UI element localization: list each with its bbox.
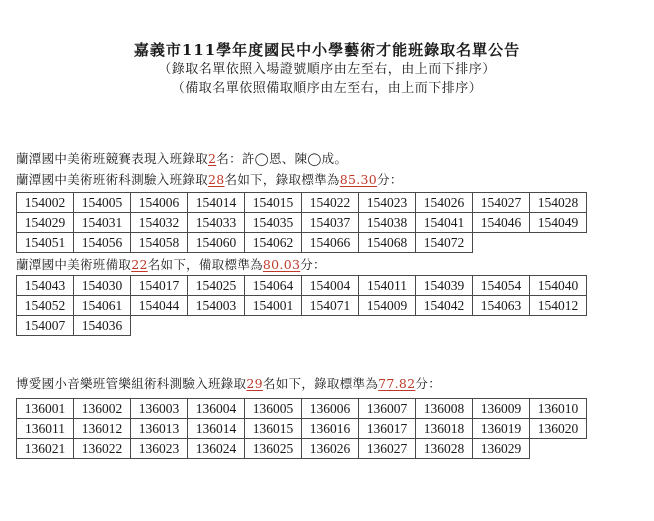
id-cell: 154023 bbox=[359, 193, 416, 213]
id-cell: 136002 bbox=[74, 399, 131, 419]
id-cell: 154060 bbox=[188, 233, 245, 253]
lantan-admitted-table bbox=[16, 192, 587, 253]
table-row bbox=[17, 193, 587, 213]
table-row bbox=[17, 296, 587, 316]
id-cell: 154004 bbox=[302, 276, 359, 296]
table-row bbox=[17, 399, 587, 419]
id-cell: 154046 bbox=[473, 213, 530, 233]
id-cell: 154006 bbox=[131, 193, 188, 213]
id-cell: 154043 bbox=[17, 276, 74, 296]
lantan-competition-line: 蘭潭國中美術班競賽表現入班錄取2名：許◯恩、陳◯成。 bbox=[16, 151, 348, 166]
competition-count: 2 bbox=[208, 151, 217, 166]
id-cell: 154015 bbox=[245, 193, 302, 213]
lantan-admitted-line: 蘭潭國中美術班術科測驗入班錄取28名如下，錄取標準為85.30分： bbox=[16, 172, 403, 187]
id-cell: 136018 bbox=[416, 419, 473, 439]
table-row bbox=[17, 316, 587, 336]
id-cell: 154072 bbox=[416, 233, 473, 253]
id-cell: 154029 bbox=[17, 213, 74, 233]
id-cell: 136027 bbox=[359, 439, 416, 459]
id-cell: 154025 bbox=[188, 276, 245, 296]
id-cell: 136013 bbox=[131, 419, 188, 439]
id-cell: 154027 bbox=[473, 193, 530, 213]
id-cell: 154030 bbox=[74, 276, 131, 296]
id-cell: 154064 bbox=[245, 276, 302, 296]
announcement-header bbox=[0, 40, 654, 98]
id-cell: 136005 bbox=[245, 399, 302, 419]
id-cell: 154071 bbox=[302, 296, 359, 316]
id-cell: 154035 bbox=[245, 213, 302, 233]
id-cell: 154009 bbox=[359, 296, 416, 316]
waitlist-score: 80.03 bbox=[262, 257, 301, 272]
id-cell: 154037 bbox=[302, 213, 359, 233]
id-cell: 154028 bbox=[530, 193, 587, 213]
waitlist-order-note: （備取名單依照備取順序由左至右，由上而下排序） bbox=[171, 81, 483, 96]
id-cell: 154026 bbox=[416, 193, 473, 213]
id-cell: 154061 bbox=[74, 296, 131, 316]
id-cell: 136007 bbox=[359, 399, 416, 419]
id-cell: 136017 bbox=[359, 419, 416, 439]
id-cell: 154063 bbox=[473, 296, 530, 316]
id-cell: 136026 bbox=[302, 439, 359, 459]
lantan-waitlist-line: 蘭潭國中美術班備取22名如下，備取標準為80.03分： bbox=[16, 257, 326, 272]
id-cell: 154005 bbox=[74, 193, 131, 213]
id-cell: 136011 bbox=[17, 419, 74, 439]
id-cell: 154052 bbox=[17, 296, 74, 316]
id-cell: 136028 bbox=[416, 439, 473, 459]
id-cell: 136029 bbox=[473, 439, 530, 459]
id-cell: 136015 bbox=[245, 419, 302, 439]
id-cell: 154040 bbox=[530, 276, 587, 296]
id-cell: 136024 bbox=[188, 439, 245, 459]
id-cell: 136008 bbox=[416, 399, 473, 419]
id-cell: 154038 bbox=[359, 213, 416, 233]
id-cell: 136020 bbox=[530, 419, 587, 439]
boai-admitted-count: 29 bbox=[246, 376, 263, 391]
id-cell: 154001 bbox=[245, 296, 302, 316]
id-cell: 154066 bbox=[302, 233, 359, 253]
table-row bbox=[17, 233, 587, 253]
id-cell: 136019 bbox=[473, 419, 530, 439]
waitlist-count: 22 bbox=[131, 257, 148, 272]
id-cell: 154042 bbox=[416, 296, 473, 316]
id-cell: 154051 bbox=[17, 233, 74, 253]
id-cell: 154049 bbox=[530, 213, 587, 233]
table-row bbox=[17, 276, 587, 296]
id-cell: 154036 bbox=[74, 316, 131, 336]
id-cell: 136001 bbox=[17, 399, 74, 419]
admitted-score: 85.30 bbox=[339, 172, 378, 187]
id-cell: 154056 bbox=[74, 233, 131, 253]
id-cell: 154044 bbox=[131, 296, 188, 316]
id-cell: 136009 bbox=[473, 399, 530, 419]
id-cell: 154017 bbox=[131, 276, 188, 296]
boai-admitted-line: 博愛國小音樂班管樂組術科測驗入班錄取29名如下，錄取標準為77.82分： bbox=[16, 376, 442, 391]
id-cell: 136004 bbox=[188, 399, 245, 419]
lantan-waitlist-table bbox=[16, 275, 587, 336]
table-row bbox=[17, 419, 587, 439]
id-cell: 154058 bbox=[131, 233, 188, 253]
id-cell: 154032 bbox=[131, 213, 188, 233]
id-cell: 154054 bbox=[473, 276, 530, 296]
id-cell: 154007 bbox=[17, 316, 74, 336]
id-cell: 136014 bbox=[188, 419, 245, 439]
id-cell: 154012 bbox=[530, 296, 587, 316]
admitted-count: 28 bbox=[208, 172, 225, 187]
id-cell: 136003 bbox=[131, 399, 188, 419]
id-cell: 154003 bbox=[188, 296, 245, 316]
id-cell: 154002 bbox=[17, 193, 74, 213]
id-cell: 136021 bbox=[17, 439, 74, 459]
table-row bbox=[17, 213, 587, 233]
id-cell: 136022 bbox=[74, 439, 131, 459]
page-title: 嘉義市111學年度國民中小學藝術才能班錄取名單公告 bbox=[133, 41, 521, 59]
id-cell: 154022 bbox=[302, 193, 359, 213]
boai-admitted-score: 77.82 bbox=[378, 376, 416, 391]
id-cell: 136016 bbox=[302, 419, 359, 439]
id-cell: 136006 bbox=[302, 399, 359, 419]
boai-admitted-table bbox=[16, 398, 587, 459]
table-row bbox=[17, 439, 587, 459]
id-cell: 154039 bbox=[416, 276, 473, 296]
id-cell: 136023 bbox=[131, 439, 188, 459]
admitted-order-note: （錄取名單依照入場證號順序由左至右，由上而下排序） bbox=[158, 62, 496, 77]
id-cell: 136010 bbox=[530, 399, 587, 419]
id-cell: 154014 bbox=[188, 193, 245, 213]
id-cell: 154068 bbox=[359, 233, 416, 253]
id-cell: 154011 bbox=[359, 276, 416, 296]
id-cell: 154033 bbox=[188, 213, 245, 233]
id-cell: 154062 bbox=[245, 233, 302, 253]
id-cell: 136025 bbox=[245, 439, 302, 459]
id-cell: 136012 bbox=[74, 419, 131, 439]
id-cell: 154041 bbox=[416, 213, 473, 233]
id-cell: 154031 bbox=[74, 213, 131, 233]
